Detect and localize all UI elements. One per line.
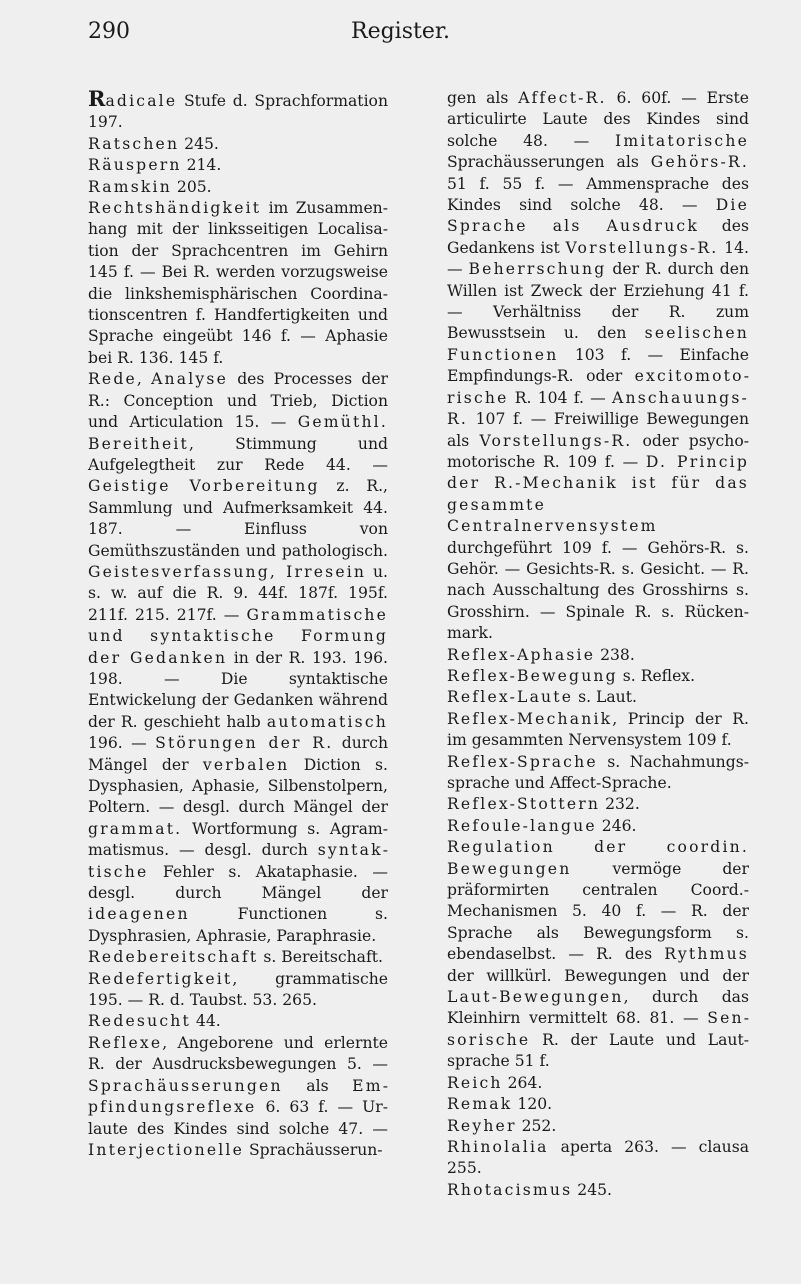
index-entry bbox=[447, 1094, 749, 1115]
entry-text: 196. — bbox=[88, 734, 156, 753]
entry-text: s. Nachahmungssprache und Affect-Sprache. bbox=[447, 752, 749, 792]
entry-keyword: Ratschen bbox=[88, 134, 180, 153]
entry-keyword: Sprachäusserungen bbox=[88, 1076, 283, 1095]
entry-text: 103 f. — Einfache Empfindungs-R. oder bbox=[447, 345, 749, 386]
entry-text: 245. bbox=[179, 134, 219, 153]
entry-text: , bbox=[136, 370, 152, 389]
index-entry bbox=[88, 1033, 388, 1161]
entry-text: im Zusammenhang mit der linksseitigen Localisation der Sprachcentren im Gehirn 145 f. — Bei R. werden vorzugsweise die linkshemisphärischen Coordinationscentren f. Handfertigkeiten und Sprache eingeübt 146 f. — Aphasie bei R. 136. 145 f. bbox=[88, 199, 388, 367]
entry-keyword: Räuspern bbox=[88, 156, 182, 175]
entry-text: als bbox=[282, 1076, 353, 1095]
entry-text: Fehler s. Akataphasie. — desgl. durch Mängel der bbox=[88, 862, 388, 903]
index-entry bbox=[447, 752, 749, 795]
entry-text: , durch das Kleinhirn vermittelt 68. 81. — bbox=[447, 988, 749, 1028]
entry-text: durchgeführt 109 f. — Gehörs-R. s. Gehör. — Gesichts-R. s. Gesicht. — R. nach Ausschaltung des Grosshirns s. Grosshirn. — Spinale R. s. Rückenmark. bbox=[447, 538, 749, 643]
entry-text: durch Mängel der bbox=[88, 734, 388, 774]
entry-keyword: Redesucht bbox=[88, 1012, 191, 1031]
entry-text: 245. bbox=[572, 1180, 613, 1199]
entry-text: 6. 60f. — Erste articulirte Laute des Kindes sind solche 48. — bbox=[447, 89, 749, 150]
entry-text: 44. bbox=[190, 1012, 221, 1031]
entry-text: , Princip der R. im gesammten Nervensystem 109 f. bbox=[447, 709, 749, 750]
entry-keyword: Gemüthl. Bereitheit bbox=[88, 413, 388, 453]
entry-text: 214. bbox=[181, 156, 222, 175]
entry-text: Sprachäusserun- bbox=[244, 1140, 383, 1159]
entry-keyword: Vorstellungs-R. bbox=[565, 238, 719, 257]
entry-text: Sprachäusserungen als bbox=[447, 153, 651, 172]
entry-keyword: Beherrschung bbox=[468, 260, 607, 279]
entry-keyword: Reich bbox=[447, 1073, 503, 1092]
entry-text: gen als bbox=[447, 89, 519, 107]
entry-text: Functionen s. Dysphrasien, Aphrasie, Paraphrasie. bbox=[88, 905, 388, 945]
entry-keyword: Affect-R. bbox=[518, 89, 607, 107]
entry-keyword: verbalen bbox=[202, 755, 290, 774]
entry-text: s. Reflex. bbox=[617, 666, 696, 685]
entry-text: der R. durch den Willen ist Zweck der Erziehung 41 f. — Verhältniss der R. zum Bewusstsein u. den bbox=[447, 260, 749, 343]
entry-text: , Stimmung und Aufgelegtheit zur Rede 44. — bbox=[88, 434, 388, 474]
entry-keyword: D. Princip der R.-Mechanik ist für das gesammte Centralnervensystem bbox=[447, 452, 749, 536]
index-entry bbox=[88, 88, 388, 134]
entry-keyword: Vorstellungs-R. bbox=[479, 431, 633, 450]
entry-keyword: Redebereitschaft bbox=[88, 948, 259, 967]
entry-keyword: Die Sprache als Ausdruck bbox=[447, 196, 749, 236]
entry-text: s. Laut. bbox=[573, 688, 637, 707]
left-column bbox=[88, 88, 388, 1161]
entry-text: oder psychomotorische R. 109 f. — bbox=[447, 431, 749, 471]
entry-keyword: Anschauungs-R. bbox=[447, 388, 749, 429]
entry-keyword: seelischen Functionen bbox=[447, 324, 749, 364]
entry-text: in der R. 193. 196. 198. — Die syntaktische Entwickelung der Gedanken während der R. geschieht halb bbox=[88, 648, 388, 731]
index-entry bbox=[447, 816, 749, 837]
entry-keyword: Reyher bbox=[447, 1116, 517, 1135]
index-entry bbox=[88, 198, 388, 369]
index-entry bbox=[447, 709, 749, 752]
index-entry bbox=[447, 794, 749, 815]
entry-text: vermöge der präformirten centralen Coord.-Mechanismen 5. 40 f. — R. der Sprache als Bewegungsform s. ebendaselbst. — R. des bbox=[447, 859, 749, 964]
entry-keyword: syntaktische bbox=[88, 841, 388, 881]
index-entry bbox=[447, 645, 749, 666]
entry-keyword: Rythmus bbox=[664, 945, 749, 964]
entry-keyword: Grammatische und syntaktische Formung der Gedanken bbox=[88, 605, 388, 667]
entry-keyword: Reflex-Stottern bbox=[447, 795, 601, 814]
entry-text: des Processes der R.: Conception und Trieb, Diction und Articulation 15. — bbox=[88, 370, 388, 432]
entry-text: 120. bbox=[512, 1095, 553, 1114]
entry-keyword: Störungen der R. bbox=[155, 734, 334, 753]
entry-keyword: grammat. bbox=[88, 819, 183, 838]
entry-text: R. 104 f. — bbox=[508, 388, 613, 407]
index-entry bbox=[447, 1137, 749, 1180]
entry-text: Diction s. Dysphasien, Aphasie, Silbenstolpern, Poltern. — desgl. durch Mängel der bbox=[88, 755, 388, 817]
entry-keyword: Analyse bbox=[151, 370, 228, 389]
entry-keyword: Regulation der coordin. Bewegungen bbox=[447, 838, 749, 878]
entry-keyword: Remak bbox=[447, 1095, 513, 1114]
entry-keyword: Reflex-Laute bbox=[447, 688, 574, 707]
entry-keyword: Interjectionelle bbox=[88, 1140, 245, 1159]
entry-keyword: Refoule-langue bbox=[447, 816, 597, 835]
entry-text: der willkürl. Bewegungen und der bbox=[447, 966, 749, 985]
index-entry bbox=[447, 687, 749, 708]
right-column bbox=[447, 88, 749, 1201]
running-head-title: Register. bbox=[351, 19, 450, 44]
entry-initial: R bbox=[88, 86, 106, 111]
entry-text: s. Bereitschaft. bbox=[258, 948, 383, 967]
entry-text: 205. bbox=[171, 177, 212, 196]
entry-keyword: Rhotacismus bbox=[447, 1180, 573, 1199]
entry-text: 6. 63 f. — Urlaute des Kindes sind solche 47. — bbox=[88, 1098, 388, 1138]
entry-text: 14. — bbox=[447, 238, 749, 279]
entry-text: R. der Laute und Lautsprache 51 f. bbox=[447, 1030, 749, 1071]
entry-keyword: automatisch bbox=[266, 712, 388, 731]
entry-keyword: Geistesverfassung, Irresein bbox=[88, 562, 367, 581]
index-entry bbox=[447, 1180, 749, 1201]
index-entry bbox=[88, 947, 388, 968]
page-number: 290 bbox=[88, 19, 130, 44]
entry-keyword: Reflexe bbox=[88, 1033, 163, 1052]
index-entry bbox=[447, 1073, 749, 1094]
entry-text: 107 f. — Freiwillige Bewegungen als bbox=[447, 410, 749, 450]
entry-text: aperta 263. — clausa 255. bbox=[447, 1137, 749, 1178]
index-entry bbox=[447, 666, 749, 687]
entry-keyword: Ramskin bbox=[88, 177, 172, 196]
index-entry bbox=[88, 1011, 388, 1032]
entry-keyword: Empfindungsreflexe bbox=[88, 1076, 388, 1117]
entry-text: 264. bbox=[502, 1073, 543, 1092]
entry-text: des Gedankens ist bbox=[447, 217, 749, 257]
index-entry bbox=[88, 369, 388, 947]
page-header bbox=[0, 18, 801, 54]
entry-keyword: Reflex-Aphasie bbox=[447, 645, 596, 664]
entry-text: 238. bbox=[595, 645, 635, 664]
entry-keyword: ideagenen bbox=[88, 905, 190, 924]
entry-keyword: Gehörs-R. bbox=[650, 153, 749, 172]
index-entry bbox=[88, 177, 388, 198]
entry-text: Stufe d. Sprachformation 197. bbox=[88, 92, 388, 132]
entry-keyword: Reflex-Bewegung bbox=[447, 666, 618, 685]
index-entry bbox=[88, 969, 388, 1012]
entry-keyword: excitomotorische bbox=[447, 367, 749, 407]
entry-keyword: Reflex-Sprache bbox=[447, 752, 598, 771]
entry-text: , Angeborene und erlernte R. der Ausdrucksbewegungen 5. — bbox=[88, 1033, 388, 1074]
entry-keyword: adicale bbox=[105, 92, 178, 110]
entry-keyword: Rede bbox=[88, 370, 137, 389]
entry-text: Wortformung s. Agrammatismus. — desgl. durch bbox=[88, 819, 388, 860]
entry-text: z. R., Sammlung und Aufmerksamkeit 44. 187. — Einfluss von Gemüthszuständen und pathologisch. bbox=[88, 477, 388, 560]
entry-keyword: Rechtshändigkeit bbox=[88, 199, 262, 218]
entry-text: , grammatische 195. — R. d. Taubst. 53. 265. bbox=[88, 969, 388, 1010]
entry-text: 246. bbox=[596, 816, 637, 835]
entry-text: u. s. w. auf die R. 9. 44f. 187f. 195f. 211f. 215. 217f. — bbox=[88, 562, 388, 624]
entry-keyword: Redefertigkeit bbox=[88, 969, 233, 988]
index-entry bbox=[88, 134, 388, 155]
index-entry bbox=[88, 155, 388, 176]
entry-keyword: Geistige Vorbereitung bbox=[88, 477, 320, 496]
entry-text: 51 f. 55 f. — Ammensprache des Kindes sind solche 48. — bbox=[447, 174, 749, 215]
entry-keyword: Imitatorische bbox=[615, 131, 749, 150]
entry-keyword: Laut-Bewegungen bbox=[447, 988, 624, 1007]
index-entry bbox=[447, 88, 749, 645]
entry-keyword: Reflex-Mechanik bbox=[447, 709, 613, 728]
entry-text: 232. bbox=[600, 795, 640, 814]
index-entry bbox=[447, 1116, 749, 1137]
entry-keyword: Sensorische bbox=[447, 1009, 749, 1049]
entry-text: 252. bbox=[516, 1116, 557, 1135]
entry-keyword: Rhinolalia bbox=[447, 1137, 549, 1156]
index-entry bbox=[447, 837, 749, 1072]
